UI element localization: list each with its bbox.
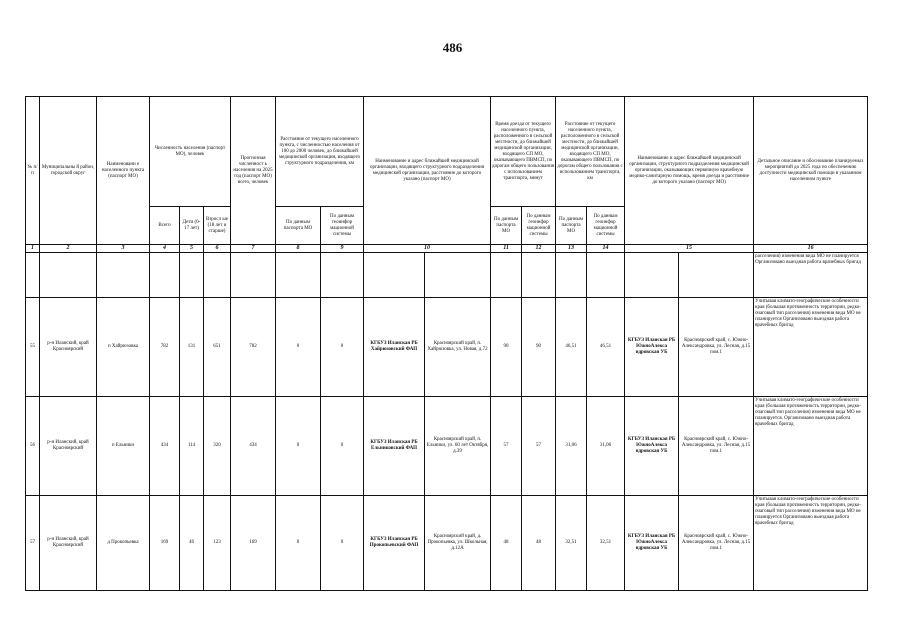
continuation-row bbox=[26, 253, 868, 298]
row-no: 56 bbox=[26, 397, 40, 496]
col-num: 10 bbox=[364, 245, 491, 253]
row-org-name: КГБУЗ Иланская РБ Прокопьевский ФАП bbox=[364, 496, 425, 591]
row-km-passport: 32,51 bbox=[556, 496, 587, 591]
col-num: 6 bbox=[204, 245, 231, 253]
continuation-description: расселения) изменения вида МО не планируется Организовано выездная работа врачебных бригад bbox=[754, 253, 868, 298]
table-row bbox=[26, 397, 868, 496]
empty-cell bbox=[491, 253, 522, 298]
row-description: Учитывая климато-географические особенности края (большая протяженность территории, редко-очаговый тип расселения) изменения вида МО не планируется. Организовано выездная работа врачебных бригад bbox=[754, 397, 868, 496]
row-total: 434 bbox=[150, 397, 180, 496]
empty-cell bbox=[231, 253, 276, 298]
row-em-address: Красноярский край, с. Южно-Александровка, ул. Лесная, д.15 пом.1 bbox=[679, 298, 754, 397]
row-settlement: п Ельники bbox=[97, 397, 150, 496]
row-settlement: д Прокопьевка bbox=[97, 496, 150, 591]
empty-cell bbox=[425, 253, 491, 298]
header-by-geo-12: По данным геоинфор мационной системы bbox=[522, 207, 556, 245]
header-nearest-emergency: Наименование и адрес ближайшей медицинской организации, структурного подразделения медицинской организации, оказывающих первичную врачебную медико-санитарную помощь, время доезда и расстояние до которого указано (паспорт МО) bbox=[625, 97, 754, 245]
header-row-1 bbox=[26, 97, 868, 207]
row-time-geo: 48 bbox=[522, 496, 556, 591]
row-em-address: Красноярский край, с. Южно-Александровка, ул. Лесная, д.15 пом.1 bbox=[679, 496, 754, 591]
row-children: 114 bbox=[180, 397, 204, 496]
header-travel-time: Время доезда от текущего населенного пункта, расположенного в сельской местности, до ближайшей медицинской организации, входящего СП МО, оказывающего ПВМСП, по дорогам общего пользования с использованием транспорта, минут bbox=[491, 97, 556, 207]
header-nearest-org: Наименование и адрес ближайшей медицинской организации, входящего структурного подразделения медицинской организации, расстояние до которого указано (паспорт МО) bbox=[364, 97, 491, 245]
row-municipality: р-н Иланский, край Красноярский bbox=[40, 298, 97, 397]
row-description: Учитывая климато-географические особенности края (большая протяженность территории, редко-очаговый тип расселения) изменения вида МО не планируется Организовано выездная работа врачебных бригад bbox=[754, 496, 868, 591]
row-settlement: п Хайрюзовка bbox=[97, 298, 150, 397]
col-num: 3 bbox=[97, 245, 150, 253]
row-km-geo: 32,51 bbox=[587, 496, 625, 591]
col-num: 7 bbox=[231, 245, 276, 253]
row-em-name: КГБУЗ Иланская РБ ЮжноАлекса ндровская УБ bbox=[625, 496, 679, 591]
row-dist-geo: 0 bbox=[321, 496, 364, 591]
table-row bbox=[26, 298, 868, 397]
row-km-passport: 46,51 bbox=[556, 298, 587, 397]
row-org-name: КГБУЗ Иланская РБ Хайрюзовский ФАП bbox=[364, 298, 425, 397]
row-adults: 651 bbox=[204, 298, 231, 397]
empty-cell bbox=[40, 253, 97, 298]
empty-cell bbox=[204, 253, 231, 298]
header-settlement: Наименовани е населенного пункта (паспорт МО) bbox=[97, 97, 150, 245]
row-dist-passport: 0 bbox=[276, 496, 321, 591]
row-em-address: Красноярский край, с. Южно-Александровка, ул. Лесная, д.15 пом.1 bbox=[679, 397, 754, 496]
header-forecast: Прогнозная численност ь населения на 2025 год (паспорт МО) всего, человек bbox=[231, 97, 276, 245]
column-number-row bbox=[26, 245, 868, 253]
col-num: 2 bbox=[40, 245, 97, 253]
empty-cell bbox=[321, 253, 364, 298]
row-em-name: КГБУЗ Иланская РБ ЮжноАлекса ндровская УБ bbox=[625, 397, 679, 496]
row-forecast: 434 bbox=[231, 397, 276, 496]
row-dist-geo: 0 bbox=[321, 298, 364, 397]
row-org-address: Красноярский край, д. Прокопьевка, ул. Школьная, д.12А bbox=[425, 496, 491, 591]
row-org-address: Красноярский край, п. Ельники, ул. 60 лет Октября, д.39 bbox=[425, 397, 491, 496]
row-description: Учитывая климато-географические особенности края (большая протяженность территории, редко-очаговый тип расселения) изменения вида МО не планируется Организовано выездная работа врачебных бригад bbox=[754, 298, 868, 397]
header-pop-adults: Взросл ые (18 лет и старше) bbox=[204, 207, 231, 245]
row-municipality: р-н Иланский, край Красноярский bbox=[40, 397, 97, 496]
empty-cell bbox=[556, 253, 587, 298]
row-no: 57 bbox=[26, 496, 40, 591]
empty-cell bbox=[97, 253, 150, 298]
row-km-passport: 31,06 bbox=[556, 397, 587, 496]
col-num: 5 bbox=[180, 245, 204, 253]
col-num: 1 bbox=[26, 245, 40, 253]
empty-cell bbox=[522, 253, 556, 298]
col-num: 9 bbox=[321, 245, 364, 253]
data-table bbox=[25, 96, 868, 591]
header-population: Численность населения (паспорт МО), человек bbox=[150, 97, 231, 207]
header-no: № п/ п bbox=[26, 97, 40, 245]
col-num: 12 bbox=[522, 245, 556, 253]
row-municipality: р-н Иланский, край Красноярский bbox=[40, 496, 97, 591]
row-total: 169 bbox=[150, 496, 180, 591]
header-by-passport-11: По данным паспорта МО bbox=[491, 207, 522, 245]
header-municipality: Муниципальны й район, городской округ bbox=[40, 97, 97, 245]
row-org-address: Красноярский край, п. Хайрюзовка, ул. Новая, д.72 bbox=[425, 298, 491, 397]
row-em-name: КГБУЗ Иланская РБ ЮжноАлекса ндровская УБ bbox=[625, 298, 679, 397]
header-distance: Расстояние от текущего населенного пункта, с численностью населения от 100 до 2000 человек, до ближайшей медицинской организации, входящего структурного подразделения, км bbox=[276, 97, 364, 207]
empty-cell bbox=[625, 253, 679, 298]
row-km-geo: 46,51 bbox=[587, 298, 625, 397]
row-time-passport: 57 bbox=[491, 397, 522, 496]
row-adults: 123 bbox=[204, 496, 231, 591]
header-detailed: Детальное описание и обоснование планируемых мероприятий до 2025 года по обеспечению доступности медицинской помощи в указанном населенном пункте bbox=[754, 97, 868, 245]
row-forecast: 782 bbox=[231, 298, 276, 397]
empty-cell bbox=[150, 253, 180, 298]
header-pop-total: Всего bbox=[150, 207, 180, 245]
table-row bbox=[26, 496, 868, 591]
col-num: 13 bbox=[556, 245, 587, 253]
empty-cell bbox=[26, 253, 40, 298]
row-org-name: КГБУЗ Иланская РБ Ельниковский ФАП bbox=[364, 397, 425, 496]
page-number: 486 bbox=[442, 40, 463, 55]
empty-cell bbox=[180, 253, 204, 298]
header-by-passport-13: По данным паспорта МО bbox=[556, 207, 587, 245]
empty-cell bbox=[276, 253, 321, 298]
empty-cell bbox=[679, 253, 754, 298]
col-num: 4 bbox=[150, 245, 180, 253]
header-by-geo-14: По данным геоинфор мационной системы bbox=[587, 207, 625, 245]
row-total: 782 bbox=[150, 298, 180, 397]
empty-cell bbox=[587, 253, 625, 298]
header-by-geo: По данным геоинфор мационной системы bbox=[321, 207, 364, 245]
empty-cell bbox=[364, 253, 425, 298]
row-dist-passport: 0 bbox=[276, 298, 321, 397]
row-time-geo: 90 bbox=[522, 298, 556, 397]
header-pop-children: Дети (0-17 лет) bbox=[180, 207, 204, 245]
row-forecast: 169 bbox=[231, 496, 276, 591]
col-num: 8 bbox=[276, 245, 321, 253]
row-time-passport: 48 bbox=[491, 496, 522, 591]
row-dist-passport: 0 bbox=[276, 397, 321, 496]
col-num: 15 bbox=[625, 245, 754, 253]
row-km-geo: 31,06 bbox=[587, 397, 625, 496]
row-dist-geo: 0 bbox=[321, 397, 364, 496]
row-children: 131 bbox=[180, 298, 204, 397]
col-num: 14 bbox=[587, 245, 625, 253]
header-distance-emergency: Расстояние от текущего населенного пункта, расположенного в сельской местности, до ближайшей медицинской организации, входящего СП МО, оказывающего ПВМСП, по дорогам общего пользования с использованием транспорта, км bbox=[556, 97, 625, 207]
row-no: 55 bbox=[26, 298, 40, 397]
row-time-passport: 90 bbox=[491, 298, 522, 397]
row-time-geo: 57 bbox=[522, 397, 556, 496]
header-by-passport: По данным паспорта МО bbox=[276, 207, 321, 245]
col-num: 16 bbox=[754, 245, 868, 253]
row-children: 46 bbox=[180, 496, 204, 591]
row-adults: 320 bbox=[204, 397, 231, 496]
col-num: 11 bbox=[491, 245, 522, 253]
